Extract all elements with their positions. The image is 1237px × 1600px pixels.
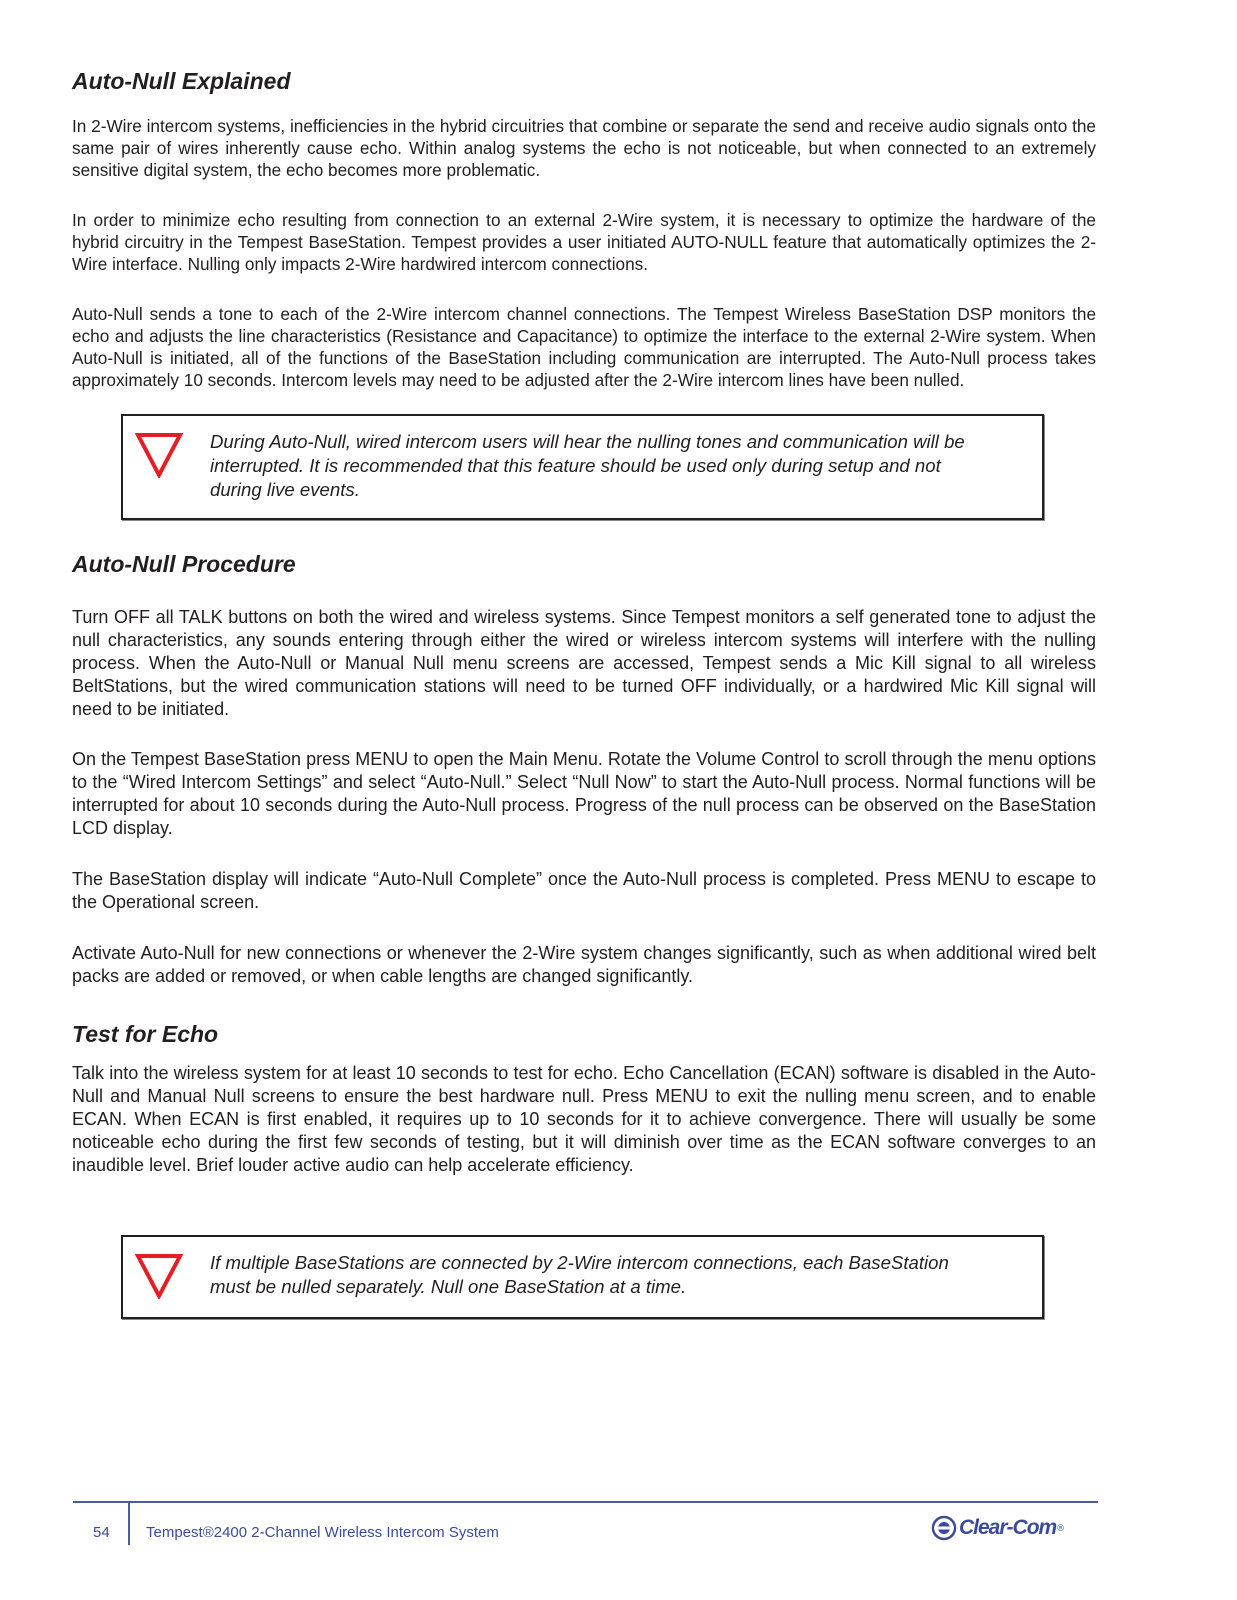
footer-divider [128,1503,130,1545]
paragraph: Auto-Null sends a tone to each of the 2-Wire intercom channel connections. The Tempest Wireless BaseStation DSP monitors the echo and adjusts the line characteristics (Resistance and Capacitance) to optimize the interface to the external 2-Wire system. When Auto-Null is initiated, all of the functions of the BaseStation including communication are interrupted. The Auto-Null process takes approximately 10 seconds. Intercom levels may need to be adjusted after the 2-Wire intercom lines have been nulled. [72,304,1096,390]
clear-com-logo [931,1514,1071,1542]
footer-rule [73,1501,1098,1503]
paragraph: The BaseStation display will indicate “Auto-Null Complete” once the Auto-Null process is completed. Press MENU to escape to the Operational screen. [72,869,1096,912]
warning-note [121,414,1044,520]
paragraph: In order to minimize echo resulting from connection to an external 2-Wire system, it is necessary to optimize the hardware of the hybrid circuitry in the Tempest BaseStation. Tempest provides a user initiated AUTO-NULL feature that automatically optimizes the 2-Wire interface. Nulling only impacts 2-Wire hardwired intercom connections. [72,210,1096,274]
logo-registered-mark: ® [1057,1523,1064,1533]
document-title: Tempest®2400 2-Channel Wireless Intercom System [146,1524,499,1541]
heading-test-for-echo: Test for Echo [72,1021,219,1047]
heading-auto-null-explained: Auto-Null Explained [72,68,291,94]
paragraph: Turn OFF all TALK buttons on both the wired and wireless systems. Since Tempest monitors a self generated tone to adjust the null characteristics, any sounds entering through either the wired or wireless intercom systems will interfere with the nulling process. When the Auto-Null or Manual Null menu screens are accessed, Tempest sends a Mic Kill signal to all wireless BeltStations, but the wired communication stations will need to be turned OFF individually, or a hardwired Mic Kill signal will need to be initiated. [72,607,1096,719]
heading-auto-null-procedure: Auto-Null Procedure [72,551,296,577]
warning-triangle-icon [135,432,183,478]
warning-note [121,1235,1044,1319]
page-footer [73,1501,1098,1545]
page-number: 54 [93,1524,110,1541]
paragraph: Activate Auto-Null for new connections or whenever the 2-Wire system changes significantly, such as when additional wired belt packs are added or removed, or when cable lengths are changed significantly. [72,943,1096,986]
warning-triangle-icon [135,1253,183,1299]
paragraph: On the Tempest BaseStation press MENU to open the Main Menu. Rotate the Volume Control to scroll through the menu options to the “Wired Intercom Settings” and select “Auto-Null.” Select “Null Now” to start the Auto-Null process. Normal functions will be interrupted for about 10 seconds during the Auto-Null process. Progress of the null process can be observed on the BaseStation LCD display. [72,749,1096,838]
warning-note-text: If multiple BaseStations are connected by 2-Wire intercom connections, each BaseStation must be nulled separately. Null one BaseStation at a time. [210,1252,949,1297]
page-content [72,66,1096,1319]
clear-com-logo-icon [931,1515,957,1541]
paragraph: In 2-Wire intercom systems, inefficiencies in the hybrid circuitries that combine or separate the send and receive audio signals onto the same pair of wires inherently cause echo. Within analog systems the echo is not noticeable, but when connected to an extremely sensitive digital system, the echo becomes more problematic. [72,116,1096,180]
logo-text: Clear-Com [959,1516,1057,1539]
warning-note-text: During Auto-Null, wired intercom users will hear the nulling tones and communication will be interrupted. It is recommended that this feature should be used only during setup and not during live events. [210,431,965,500]
paragraph: Talk into the wireless system for at least 10 seconds to test for echo. Echo Cancellation (ECAN) software is disabled in the Auto-Null and Manual Null screens to ensure the best hardware null. Press MENU to exit the nulling menu screen, and to enable ECAN. When ECAN is first enabled, it requires up to 10 seconds for it to achieve convergence. There will usually be some noticeable echo during the first few seconds of testing, but it will diminish over time as the ECAN software converges to an inaudible level. Brief louder active audio can help accelerate efficiency. [72,1063,1096,1175]
